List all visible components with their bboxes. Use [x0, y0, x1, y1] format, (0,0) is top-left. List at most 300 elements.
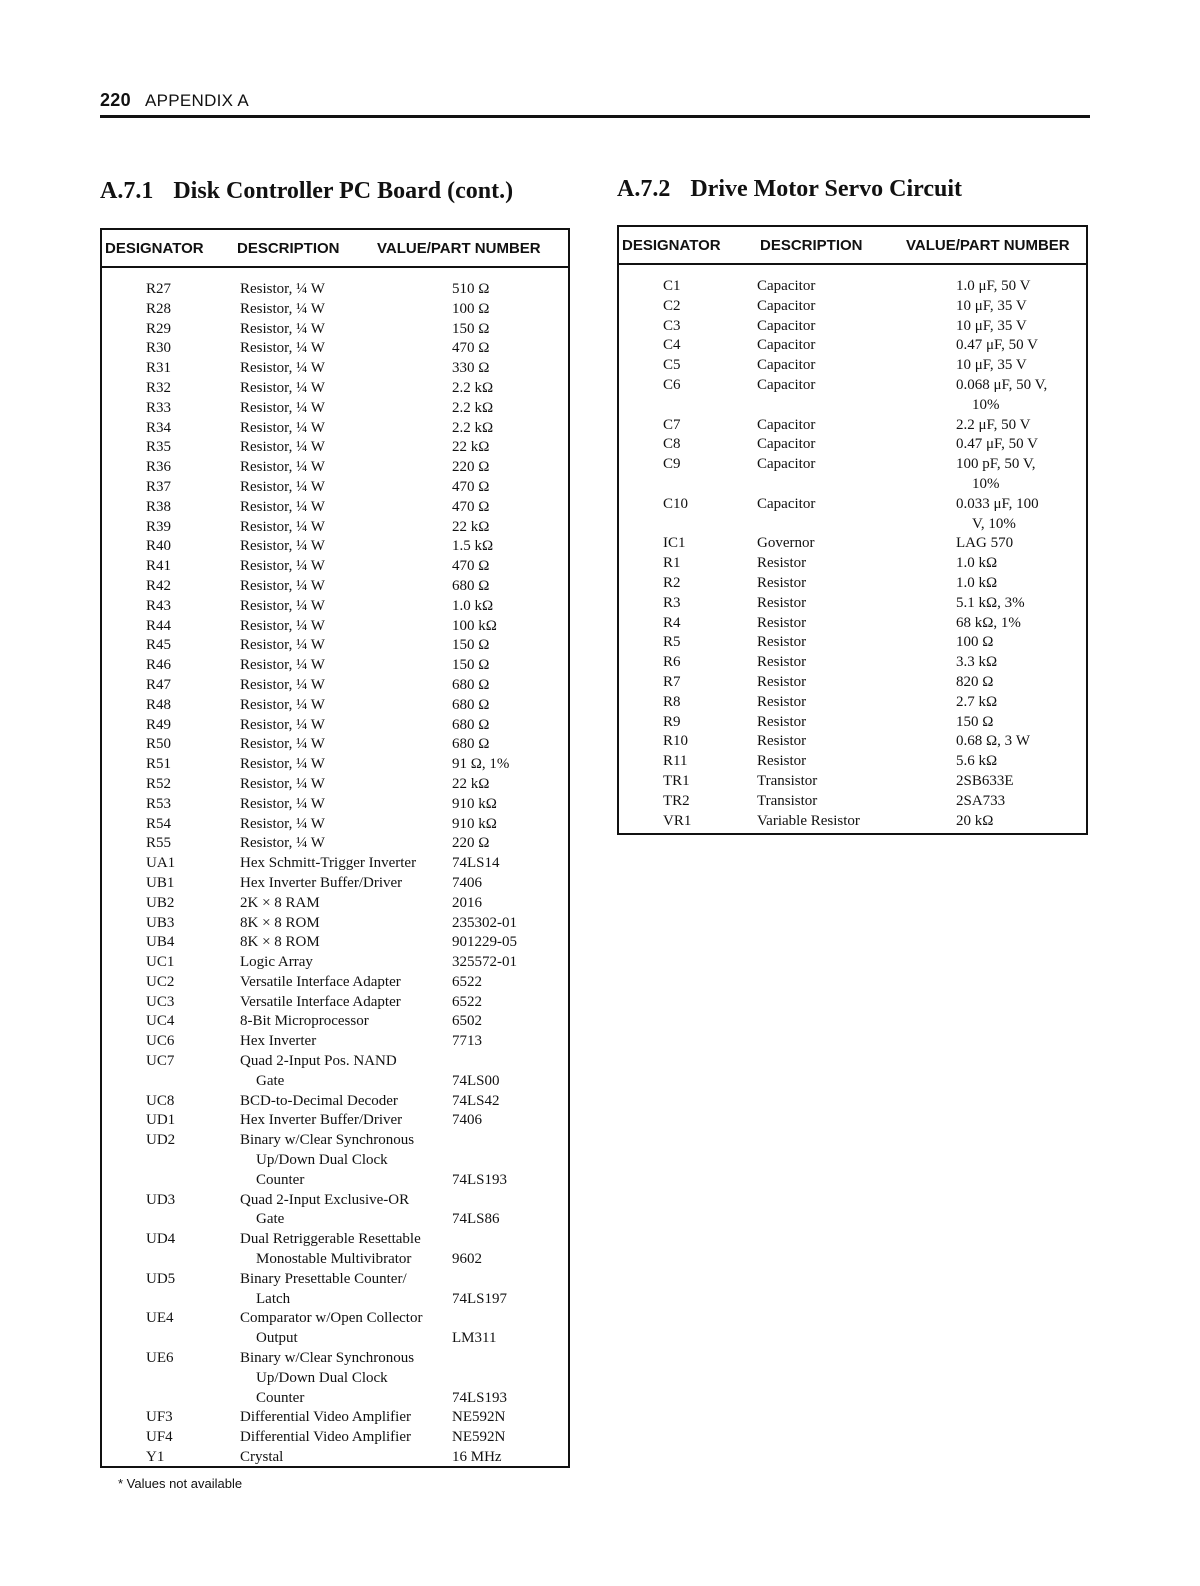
description-line: 8-Bit Microprocessor: [240, 1013, 369, 1030]
value-cell: [452, 339, 568, 359]
description-cell: [240, 1408, 452, 1428]
value-line: [452, 1270, 568, 1290]
description-line: Resistor, ¼ W: [240, 399, 325, 416]
table-row: [102, 1032, 568, 1052]
description-line: Counter: [256, 1389, 305, 1406]
table-row: [619, 633, 1086, 653]
description-cell: [240, 478, 452, 498]
value-line: V, 10%: [972, 515, 1016, 532]
designator-cell: UD2: [146, 1132, 176, 1149]
value-cell: [452, 696, 568, 716]
description-cell: [240, 775, 452, 795]
value-line: NE592N: [452, 1429, 506, 1446]
description-cell: [757, 455, 956, 495]
value-cell: [452, 498, 568, 518]
description-line: Versatile Interface Adapter: [240, 973, 401, 990]
description-cell: [757, 792, 956, 812]
value-line: 68 kΩ, 1%: [956, 614, 1021, 631]
value-line: 10 μF, 35 V: [956, 297, 1027, 314]
description-line: Quad 2-Input Pos. NAND: [240, 1053, 397, 1070]
disk-controller-parts-table: [100, 228, 570, 1468]
value-line: 100 Ω: [452, 300, 490, 317]
description-line: Resistor, ¼ W: [240, 716, 325, 733]
value-line: 325572-01: [452, 954, 517, 971]
description-line: Quad 2-Input Exclusive-OR: [240, 1191, 410, 1208]
table-row: [102, 518, 568, 538]
designator-cell: UB2: [146, 894, 175, 911]
value-cell: [956, 534, 1086, 554]
designator-cell: UC4: [146, 1013, 175, 1030]
value-cell: [452, 953, 568, 973]
table-row: [619, 317, 1086, 337]
description-cell: [240, 419, 452, 439]
value-line: 220 Ω: [452, 459, 490, 476]
value-line: 7713: [452, 1033, 482, 1050]
description-line: Resistor, ¼ W: [240, 795, 325, 812]
table-body: [619, 265, 1086, 831]
description-line: Resistor, ¼ W: [240, 558, 325, 575]
running-title: APPENDIX A: [144, 91, 250, 110]
description-cell: [757, 713, 956, 733]
table-row: [102, 597, 568, 617]
table-row: [102, 1349, 568, 1408]
table-row: [619, 574, 1086, 594]
table-row: [102, 577, 568, 597]
value-cell: [956, 416, 1086, 436]
description-line: Resistor: [757, 654, 807, 671]
table-row: [102, 755, 568, 775]
description-cell: [240, 953, 452, 973]
description-cell: [757, 356, 956, 376]
value-line: LM311: [452, 1330, 497, 1347]
value-cell: [452, 755, 568, 775]
description-cell: [757, 495, 956, 535]
description-cell: [757, 732, 956, 752]
table-row: [102, 1270, 568, 1310]
designator-cell: R39: [146, 518, 172, 535]
value-cell: [452, 280, 568, 300]
description-line: Resistor: [757, 733, 807, 750]
description-line: Capacitor: [757, 317, 816, 334]
description-cell: [240, 1428, 452, 1448]
value-line: 10%: [972, 475, 1000, 492]
drive-motor-parts-table: [617, 225, 1088, 835]
value-cell: [452, 854, 568, 874]
designator-cell: R28: [146, 300, 172, 317]
section-title-disk-controller: [100, 178, 513, 205]
designator-cell: C8: [663, 436, 681, 453]
description-cell: [240, 1270, 452, 1310]
section-title-text: Drive Motor Servo Circuit: [690, 176, 963, 202]
value-line: 74LS42: [452, 1092, 500, 1109]
description-line: Logic Array: [240, 954, 313, 971]
table-row: [619, 416, 1086, 436]
description-line: Resistor, ¼ W: [240, 577, 325, 594]
designator-cell: UA1: [146, 855, 176, 872]
value-line: 74LS14: [452, 855, 500, 872]
value-line: 5.6 kΩ: [956, 753, 998, 770]
description-line: 8K × 8 ROM: [240, 934, 320, 951]
value-line: 150 Ω: [452, 657, 490, 674]
designator-cell: R32: [146, 379, 172, 396]
value-line: 1.0 kΩ: [956, 574, 998, 591]
designator-cell: UC3: [146, 993, 175, 1010]
value-line: 2.2 kΩ: [452, 379, 494, 396]
designator-cell: R11: [663, 753, 688, 770]
description-line: Variable Resistor: [757, 812, 860, 829]
value-line: 0.47 μF, 50 V: [956, 337, 1038, 354]
value-line: 2SA733: [956, 792, 1006, 809]
column-header-description: DESCRIPTION: [760, 236, 863, 254]
value-cell: [452, 1448, 568, 1468]
designator-cell: UC8: [146, 1092, 175, 1109]
value-cell: [452, 1111, 568, 1131]
designator-cell: R46: [146, 657, 172, 674]
description-line: Governor: [757, 535, 815, 552]
description-cell: [240, 537, 452, 557]
table-row: [102, 478, 568, 498]
value-line: LAG 570: [956, 535, 1014, 552]
value-line: 6522: [452, 973, 482, 990]
description-line: Resistor, ¼ W: [240, 281, 325, 297]
description-line: BCD-to-Decimal Decoder: [240, 1092, 398, 1109]
description-cell: [757, 317, 956, 337]
value-line: 1.0 kΩ: [956, 555, 998, 572]
value-line: 680 Ω: [452, 716, 490, 733]
designator-cell: R43: [146, 597, 172, 614]
value-line: 470 Ω: [452, 558, 490, 575]
page-number: 220: [100, 90, 131, 110]
description-line: Resistor, ¼ W: [240, 459, 325, 476]
description-line: Resistor, ¼ W: [240, 439, 325, 456]
description-cell: [757, 693, 956, 713]
description-line: Resistor, ¼ W: [240, 320, 325, 337]
value-line: 22 kΩ: [452, 439, 490, 456]
description-cell: [757, 633, 956, 653]
designator-cell: R55: [146, 835, 172, 852]
value-cell: [956, 792, 1086, 812]
table-row: [619, 277, 1086, 297]
value-line: 2.2 μF, 50 V: [956, 416, 1031, 433]
table-row: [102, 1230, 568, 1270]
description-cell: [240, 735, 452, 755]
value-line: 74LS193: [452, 1389, 508, 1406]
description-cell: [240, 359, 452, 379]
table-row: [102, 1408, 568, 1428]
description-line: Resistor: [757, 594, 807, 611]
description-cell: [240, 1230, 452, 1270]
value-line: [452, 1131, 568, 1151]
description-line: Binary w/Clear Synchronous: [240, 1350, 415, 1367]
value-line: 100 kΩ: [452, 617, 497, 634]
description-line: Resistor, ¼ W: [240, 637, 325, 654]
table-header: [619, 227, 1086, 265]
description-line: Resistor, ¼ W: [240, 478, 325, 495]
description-line: Capacitor: [757, 436, 816, 453]
description-cell: [240, 438, 452, 458]
value-cell: [452, 716, 568, 736]
description-line: Resistor, ¼ W: [240, 498, 325, 515]
designator-cell: R35: [146, 439, 172, 456]
value-line: 470 Ω: [452, 498, 490, 515]
table-row: [102, 716, 568, 736]
designator-cell: R42: [146, 577, 172, 594]
designator-cell: C10: [663, 495, 689, 512]
table-row: [619, 534, 1086, 554]
description-cell: [240, 1131, 452, 1190]
description-line: Capacitor: [757, 337, 816, 354]
value-line: 820 Ω: [956, 673, 994, 690]
table-row: [102, 339, 568, 359]
value-cell: [956, 336, 1086, 356]
description-cell: [240, 993, 452, 1013]
table-row: [619, 554, 1086, 574]
description-line: Resistor, ¼ W: [240, 815, 325, 832]
value-line: 1.0 μF, 50 V: [956, 278, 1031, 294]
description-line: Resistor, ¼ W: [240, 538, 325, 555]
description-line: Resistor: [757, 614, 807, 631]
value-cell: [956, 594, 1086, 614]
description-cell: [240, 795, 452, 815]
description-line: Dual Retriggerable Resettable: [240, 1231, 421, 1248]
table-row: [102, 953, 568, 973]
value-cell: [452, 597, 568, 617]
designator-cell: C5: [663, 357, 681, 374]
designator-cell: C7: [663, 416, 681, 433]
designator-cell: TR2: [663, 792, 690, 809]
designator-cell: R33: [146, 399, 172, 416]
value-cell: [452, 359, 568, 379]
value-line: 6522: [452, 993, 482, 1010]
value-line: 9602: [452, 1251, 482, 1268]
value-line: 74LS86: [452, 1211, 500, 1228]
table-row: [619, 455, 1086, 495]
designator-cell: R45: [146, 637, 172, 654]
designator-cell: R48: [146, 696, 172, 713]
description-line: Resistor, ¼ W: [240, 597, 325, 614]
value-line: 2.2 kΩ: [452, 419, 494, 436]
description-line: Transistor: [757, 772, 818, 789]
description-cell: [240, 399, 452, 419]
value-line: 0.68 Ω, 3 W: [956, 733, 1031, 750]
description-line: Counter: [256, 1171, 305, 1188]
description-cell: [240, 973, 452, 993]
designator-cell: UD3: [146, 1191, 176, 1208]
table-row: [619, 752, 1086, 772]
value-line: 910 kΩ: [452, 795, 497, 812]
description-cell: [240, 716, 452, 736]
description-cell: [240, 597, 452, 617]
description-line: Binary w/Clear Synchronous: [240, 1132, 415, 1149]
value-cell: [956, 435, 1086, 455]
section-number: A.7.2: [617, 176, 671, 202]
description-cell: [240, 755, 452, 775]
description-line: Resistor, ¼ W: [240, 518, 325, 535]
table-row: [102, 914, 568, 934]
value-line: 3.3 kΩ: [956, 654, 998, 671]
description-line: 2K × 8 RAM: [240, 894, 320, 911]
value-line: 680 Ω: [452, 676, 490, 693]
table-row: [619, 614, 1086, 634]
description-cell: [240, 1448, 452, 1468]
value-line: 901229-05: [452, 934, 517, 951]
value-line: 0.47 μF, 50 V: [956, 436, 1038, 453]
description-line: Resistor: [757, 753, 807, 770]
table-row: [102, 1052, 568, 1092]
table-row: [619, 792, 1086, 812]
designator-cell: R8: [663, 693, 681, 710]
designator-cell: VR1: [663, 812, 692, 829]
description-cell: [240, 696, 452, 716]
value-cell: [452, 379, 568, 399]
value-cell: [956, 376, 1086, 416]
value-line: 150 Ω: [452, 320, 490, 337]
designator-cell: R1: [663, 555, 681, 572]
designator-cell: R29: [146, 320, 172, 337]
table-row: [102, 458, 568, 478]
value-line: 74LS197: [452, 1290, 508, 1307]
value-line: 150 Ω: [956, 713, 994, 730]
section-title-text: Disk Controller PC Board (cont.): [173, 178, 514, 204]
description-line: Latch: [256, 1290, 291, 1307]
designator-cell: UC2: [146, 973, 175, 990]
designator-cell: R49: [146, 716, 172, 733]
column-header-designator: DESIGNATOR: [622, 236, 721, 254]
description-cell: [757, 812, 956, 832]
value-cell: [452, 419, 568, 439]
value-cell: [452, 617, 568, 637]
designator-cell: R2: [663, 574, 681, 591]
table-row: [619, 594, 1086, 614]
table-row: [619, 713, 1086, 733]
description-line: Monostable Multivibrator: [256, 1251, 412, 1268]
value-line: 330 Ω: [452, 360, 490, 377]
section-number: A.7.1: [100, 178, 154, 204]
value-line: [452, 1309, 568, 1329]
table-row: [102, 1131, 568, 1190]
value-line: 2SB633E: [956, 772, 1014, 789]
designator-cell: R27: [146, 281, 172, 297]
value-cell: [452, 914, 568, 934]
value-line: [452, 1191, 568, 1211]
value-cell: [452, 993, 568, 1013]
description-line: Resistor, ¼ W: [240, 736, 325, 753]
value-cell: [956, 574, 1086, 594]
description-line: Output: [256, 1330, 298, 1347]
designator-cell: R50: [146, 736, 172, 753]
value-line: 2.7 kΩ: [956, 693, 998, 710]
value-cell: [956, 693, 1086, 713]
description-cell: [757, 772, 956, 792]
description-line: Resistor, ¼ W: [240, 300, 325, 317]
value-cell: [956, 614, 1086, 634]
value-line: 680 Ω: [452, 736, 490, 753]
designator-cell: UB1: [146, 874, 175, 891]
designator-cell: UC1: [146, 954, 175, 971]
designator-cell: C3: [663, 317, 681, 334]
table-row: [102, 1309, 568, 1349]
table-row: [102, 537, 568, 557]
description-cell: [240, 1349, 452, 1408]
table-row: [102, 775, 568, 795]
value-line: 20 kΩ: [956, 812, 994, 829]
value-cell: [956, 732, 1086, 752]
description-cell: [757, 594, 956, 614]
table-row: [619, 673, 1086, 693]
value-line: 10%: [972, 396, 1000, 413]
description-line: Hex Schmitt-Trigger Inverter: [240, 855, 417, 872]
value-cell: [452, 557, 568, 577]
value-line: [452, 1230, 568, 1250]
designator-cell: UE6: [146, 1350, 174, 1367]
description-cell: [757, 614, 956, 634]
value-cell: [452, 1052, 568, 1092]
table-row: [619, 495, 1086, 535]
designator-cell: R40: [146, 538, 172, 555]
description-line: 8K × 8 ROM: [240, 914, 320, 931]
value-line: 235302-01: [452, 914, 517, 931]
table-row: [102, 874, 568, 894]
value-line: 470 Ω: [452, 340, 490, 357]
description-cell: [757, 554, 956, 574]
description-cell: [757, 574, 956, 594]
value-line: 2.2 kΩ: [452, 399, 494, 416]
description-cell: [757, 277, 956, 297]
designator-cell: R6: [663, 654, 681, 671]
description-cell: [757, 376, 956, 416]
designator-cell: R52: [146, 775, 172, 792]
value-cell: [452, 320, 568, 340]
table-row: [102, 300, 568, 320]
description-cell: [240, 1111, 452, 1131]
description-cell: [757, 752, 956, 772]
value-line: [452, 1349, 568, 1369]
designator-cell: R4: [663, 614, 681, 631]
designator-cell: R38: [146, 498, 172, 515]
description-line: Capacitor: [757, 297, 816, 314]
description-line: Up/Down Dual Clock: [256, 1369, 388, 1386]
description-line: Resistor, ¼ W: [240, 617, 325, 634]
column-header-value: VALUE/PART NUMBER: [377, 239, 541, 257]
description-line: Up/Down Dual Clock: [256, 1152, 388, 1169]
table-row: [619, 356, 1086, 376]
description-cell: [240, 656, 452, 676]
value-line: [452, 1052, 568, 1072]
value-line: 1.5 kΩ: [452, 538, 494, 555]
table-row: [102, 933, 568, 953]
value-cell: [956, 495, 1086, 535]
description-cell: [240, 300, 452, 320]
table-row: [102, 498, 568, 518]
description-line: Transistor: [757, 792, 818, 809]
description-cell: [240, 1052, 452, 1092]
description-line: Resistor, ¼ W: [240, 360, 325, 377]
column-header-value: VALUE/PART NUMBER: [906, 236, 1070, 254]
description-cell: [240, 636, 452, 656]
table-row: [619, 653, 1086, 673]
table-row: [619, 297, 1086, 317]
value-line: [452, 1151, 568, 1171]
value-line: NE592N: [452, 1409, 506, 1426]
description-cell: [757, 673, 956, 693]
table-row: [102, 1092, 568, 1112]
designator-cell: R37: [146, 478, 172, 495]
table-row: [102, 1448, 568, 1468]
value-cell: [452, 795, 568, 815]
description-cell: [757, 297, 956, 317]
table-row: [102, 993, 568, 1013]
value-line: 22 kΩ: [452, 775, 490, 792]
